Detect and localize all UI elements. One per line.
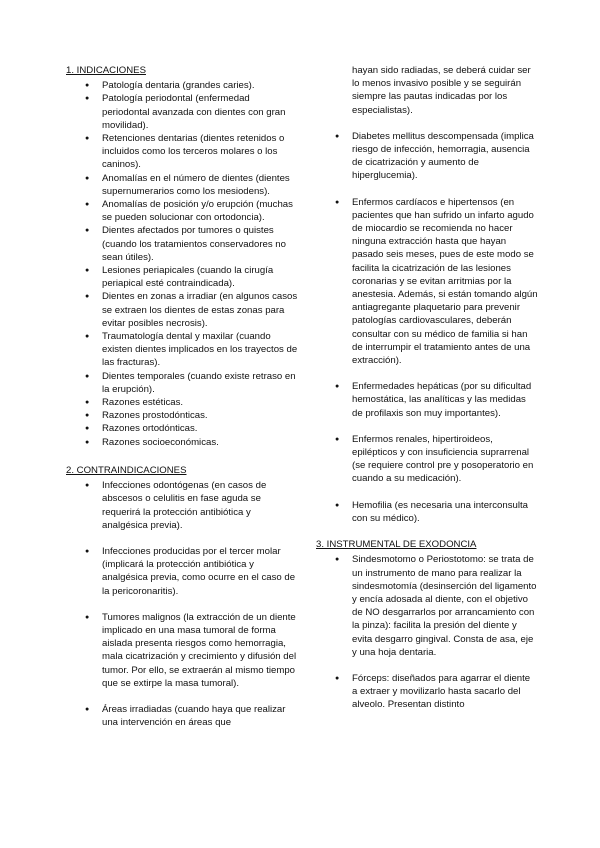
list-item: ● Diabetes mellitus descompensada (implica riesgo de infección, hemorragia, ausencia de cicatrización y aumento de hiperglucemia).	[316, 130, 538, 183]
list-item: ● Razones prostodónticas.	[66, 409, 298, 422]
list-item: ● Infecciones producidas por el tercer molar (implicará la protección antibiótica y analgésica previa, como ocurre en el caso de la pericoronaritis).	[66, 545, 298, 598]
list-item: ● Dientes afectados por tumores o quistes (cuando los tratamientos conservadores no sean útiles).	[66, 224, 298, 264]
list-item: ● Hemofilia (es necesaria una interconsulta con su médico).	[316, 499, 538, 525]
section-heading-instrumental: 3. INSTRUMENTAL DE EXODONCIA	[316, 539, 477, 551]
list-item: ● Lesiones periapicales (cuando la cirugía periapical esté contraindicada).	[66, 264, 298, 290]
list-item: ● Retenciones dentarias (dientes retenidos o incluidos como los terceros molares o los caninos).	[66, 132, 298, 172]
list-item: ● Enfermedades hepáticas (por su dificultad hemostática, las analíticas y las medidas de profilaxis son muy importantes).	[316, 380, 538, 420]
right-column	[316, 64, 538, 725]
list-item: ● Dientes en zonas a irradiar (en algunos casos se extraen los dientes de estas zonas para evitar posibles necrosis).	[66, 290, 298, 330]
continued-text: hayan sido radiadas, se deberá cuidar ser lo menos invasivo posible y se seguirán siempre las pautas indicadas por los especialistas).	[352, 65, 531, 116]
list-item: ● Infecciones odontógenas (en casos de abscesos o celulitis en fase aguda se requerirá la protección antibiótica y analgésica previa).	[66, 479, 298, 532]
list-item: ● Enfermos renales, hipertiroideos, epilépticos y con insuficiencia suprarrenal (se requiere control pre y posoperatorio en cuando a su medicación).	[316, 433, 538, 486]
list-item: ● Dientes temporales (cuando existe retraso en la erupción).	[66, 370, 298, 396]
list-item: ● Áreas irradiadas (cuando haya que realizar una intervención en áreas que	[66, 703, 298, 729]
section-heading-indicaciones: 1. INDICACIONES	[66, 65, 146, 76]
indicaciones-list	[66, 79, 298, 449]
list-item: ● Tumores malignos (la extracción de un diente implicado en una masa tumoral de forma aislada presenta riesgos como hemorragia, mala cicatrización y crecimiento y difusión del tumor. Por ello, se extraerán al mismo tiempo que se extirpe la masa tumoral).	[66, 611, 298, 690]
instrumental-list	[316, 553, 538, 711]
list-item: ● Fórceps: diseñados para agarrar el diente a extraer y movilizarlo hasta sacarlo del alveolo. Presentan distinto	[316, 672, 538, 712]
contraindicaciones-list-continued	[316, 130, 538, 525]
list-item: ● Anomalías en el número de dientes (dientes supernumerarios como los mesiodens).	[66, 172, 298, 198]
section-heading-contraindicaciones: 2. CONTRAINDICACIONES	[66, 464, 187, 476]
list-item: ● Razones estéticas.	[66, 396, 298, 409]
list-item: ● Razones ortodónticas.	[66, 422, 298, 435]
list-item: ● Patología periodontal (enfermedad periodontal avanzada con dientes con gran movilidad).	[66, 92, 298, 132]
contraindicaciones-list	[66, 479, 298, 729]
list-item: ● Patología dentaria (grandes caries).	[66, 79, 298, 92]
list-item: ● Razones socioeconómicas.	[66, 436, 298, 449]
list-item: ● Traumatología dental y maxilar (cuando existen dientes implicados en los trayectos de las fracturas).	[66, 330, 298, 370]
list-item: ● Anomalías de posición y/o erupción (muchas se pueden solucionar con ortodoncia).	[66, 198, 298, 224]
list-item: ● Enfermos cardíacos e hipertensos (en pacientes que han sufrido un infarto agudo de miocardio se recomienda no hacer ninguna extracción hasta que hayan pasado seis meses, pues de este modo se facilita la cicatrización de las lesiones coronarias y se evitan arritmias por la anestesia. Además, si están tomando algún antiagregante plaquetario para prevenir patologías cardiovasculares, deberán consultar con su médico de familia si han de interrumpir el tratamiento antes de una extracción).	[316, 196, 538, 368]
left-column	[66, 64, 298, 742]
list-item: ● Sindesmotomo o Periostotomo: se trata de un instrumento de mano para realizar la sindesmotomía (desinserción del ligamento y encía adosada al diente, con el objetivo de NO desgarrarlos por arrancamiento con la pinza): facilita la presión del diente y evita desgarro gingival. Consta de asa, eje y una hoja dentaria.	[316, 553, 538, 659]
